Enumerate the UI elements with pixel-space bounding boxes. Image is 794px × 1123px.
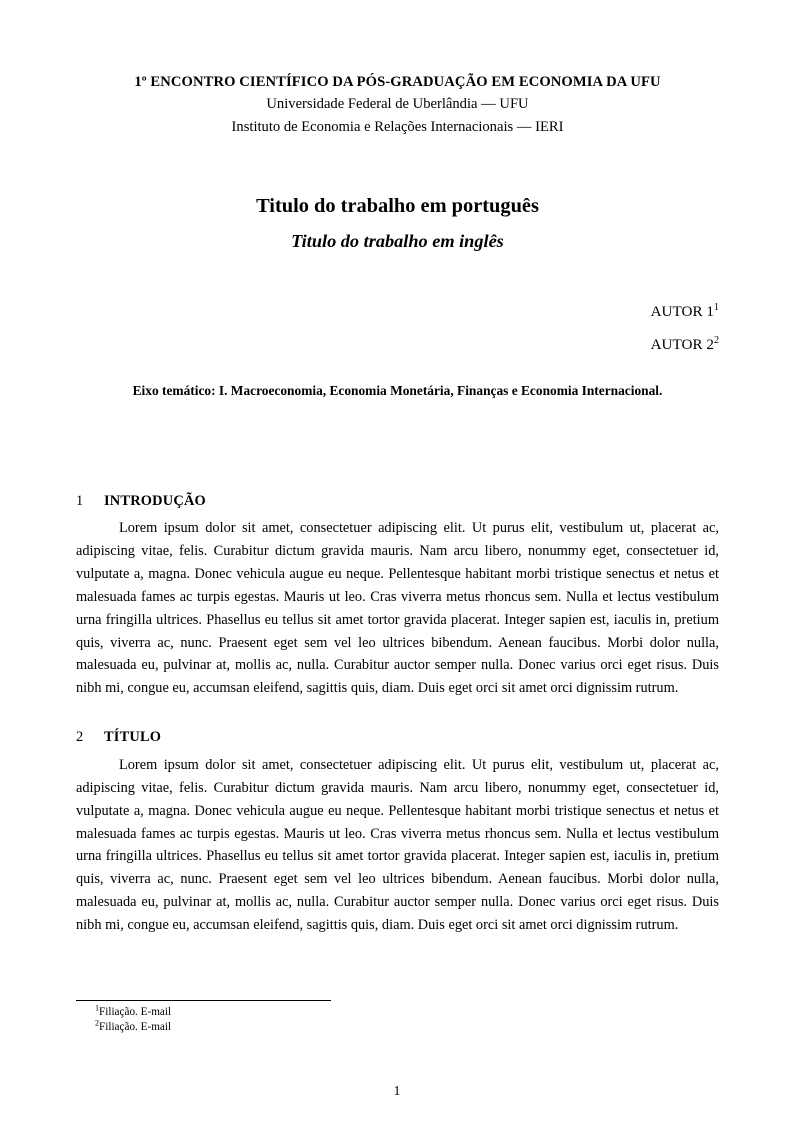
author-name: AUTOR 1 (650, 303, 714, 321)
footnote-text: Filiação. E-mail (99, 1020, 172, 1033)
conference-title: 1º ENCONTRO CIENTÍFICO DA PÓS-GRADUAÇÃO EM ECONOMIA DA UFU (134, 74, 661, 90)
author-name: AUTOR 2 (650, 335, 714, 353)
footnote-area (76, 1000, 719, 1035)
section-number: 1 (76, 492, 84, 509)
university-name: Universidade Federal de Uberlândia — UFU (266, 95, 529, 112)
document-content-column (76, 0, 719, 937)
thematic-axis: Eixo temático: I. Macroeconomia, Economia Monetária, Finanças e Economia Internacional. (132, 382, 663, 398)
footnote-separator-rule (76, 1000, 331, 1001)
paper-title-english: Titulo do trabalho em inglês (291, 231, 504, 252)
footnote-marker: 1 (95, 1003, 99, 1013)
section-paragraph: Lorem ipsum dolor sit amet, consectetuer adipiscing elit. Ut purus elit, vestibulum ut, placerat ac, adipiscing vitae, felis. Curabitur dictum gravida mauris. Nam arcu libero, nonummy eget, consectetuer id, vulputate a, magna. Donec vehicula augue eu neque. Pellentesque habitant morbi tristique senectus et netus et malesuada fames ac turpis egestas. Mauris ut leo. Cras viverra metus rhoncus sem. Nulla et lectus vestibulum urna fringilla ultrices. Phasellus eu tellus sit amet tortor gravida placerat. Integer sapien est, iaculis in, pretium quis, viverra ac, nunc. Praesent eget sem vel leo ultrices bibendum. Aenean faucibus. Morbi dolor nulla, malesuada eu, pulvinar at, mollis ac, nulla. Curabitur auctor semper nulla. Donec varius orci eget risus. Duis nibh mi, congue eu, accumsan eleifend, sagittis quis, diam. Duis eget orci sit amet orci dignissim rutrum. (76, 520, 719, 697)
author-footnote-marker: 1 (714, 302, 719, 314)
section-paragraph: Lorem ipsum dolor sit amet, consectetuer adipiscing elit. Ut purus elit, vestibulum ut, placerat ac, adipiscing vitae, felis. Curabitur dictum gravida mauris. Nam arcu libero, nonummy eget, consectetuer id, vulputate a, magna. Donec vehicula augue eu neque. Pellentesque habitant morbi tristique senectus et netus et malesuada fames ac turpis egestas. Mauris ut leo. Cras viverra metus rhoncus sem. Nulla et lectus vestibulum urna fringilla ultrices. Phasellus eu tellus sit amet tortor gravida placerat. Integer sapien est, iaculis in, pretium quis, viverra ac, nunc. Praesent eget sem vel leo ultrices bibendum. Aenean faucibus. Morbi dolor nulla, malesuada eu, pulvinar at, mollis ac, nulla. Curabitur auctor semper nulla. Donec varius orci eget risus. Duis nibh mi, congue eu, accumsan eleifend, sagittis quis, diam. Duis eget orci sit amet orci dignissim rutrum. (76, 756, 719, 934)
paper-title-portuguese: Titulo do trabalho em português (256, 195, 539, 218)
paper-title-block (76, 192, 719, 255)
section-titulo (76, 728, 719, 937)
page-number: 1 (393, 1083, 401, 1098)
section-title: TÍTULO (104, 729, 162, 746)
section-heading (76, 728, 719, 747)
conference-header (76, 0, 719, 139)
section-introducao (76, 492, 719, 701)
section-title: INTRODUÇÃO (104, 492, 206, 509)
footnote-text: Filiação. E-mail (99, 1006, 172, 1018)
author-footnote-marker: 2 (714, 334, 719, 346)
footnote-item (76, 1020, 719, 1035)
institute-name: Instituto de Economia e Relações Internacionais — IERI (231, 119, 564, 136)
author-list (76, 304, 719, 351)
author-entry (76, 334, 719, 353)
section-number: 2 (76, 729, 84, 746)
footnote-item (76, 1005, 719, 1020)
author-entry (76, 304, 719, 319)
footnote-marker: 2 (95, 1018, 99, 1028)
section-heading (76, 492, 719, 511)
